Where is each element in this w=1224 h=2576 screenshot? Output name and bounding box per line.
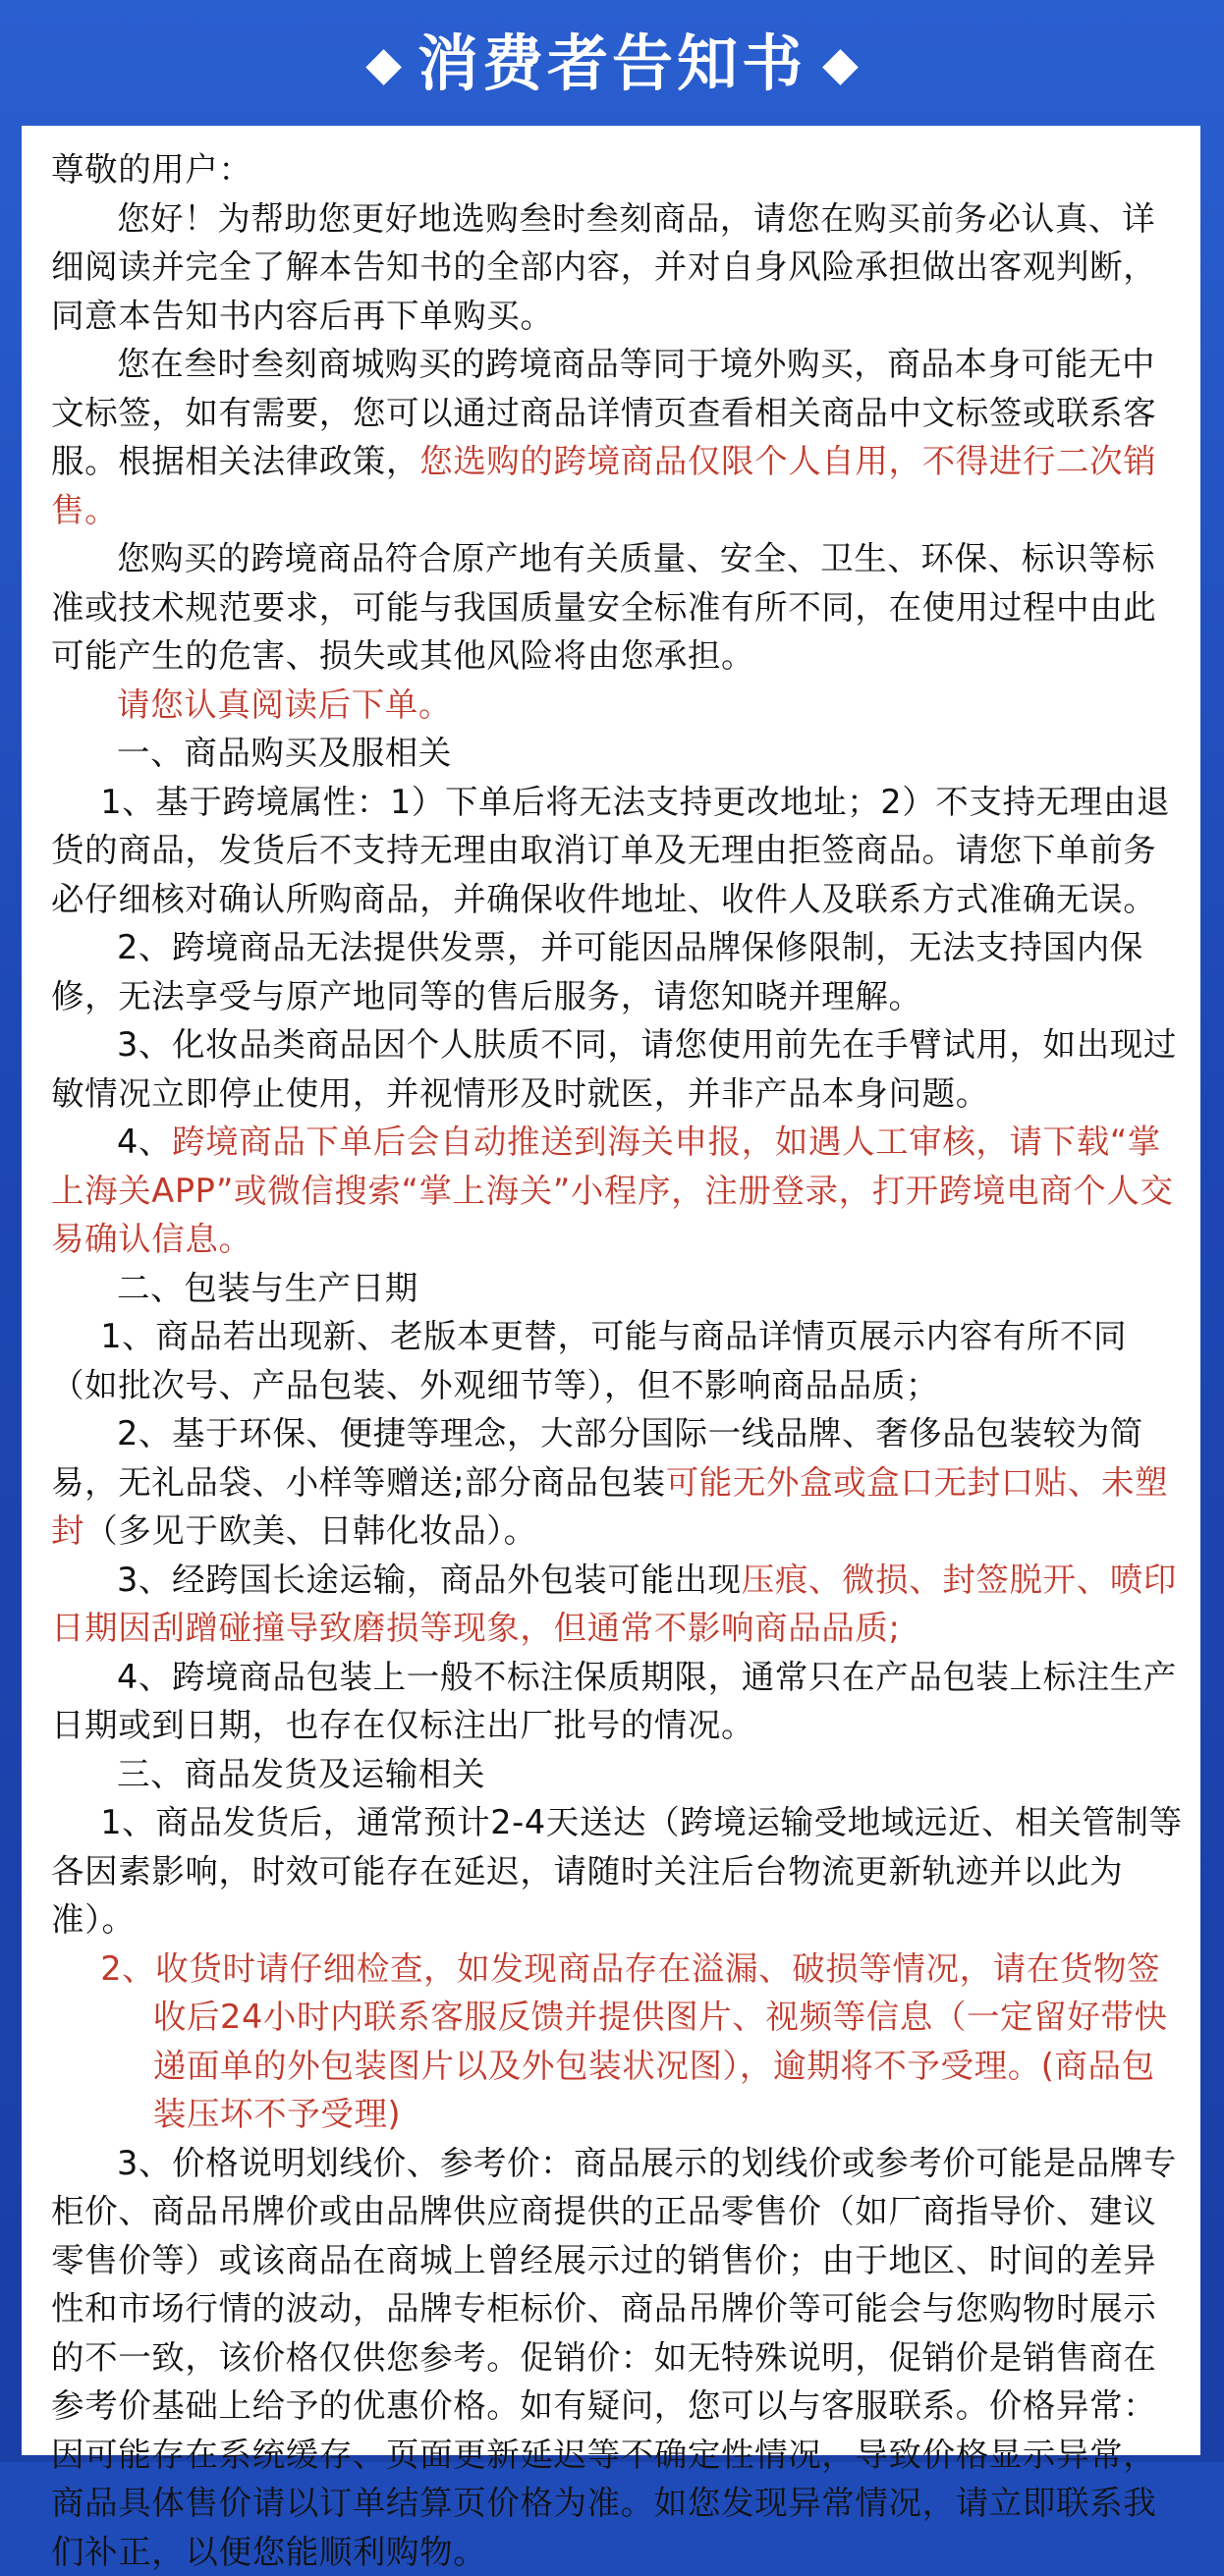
section-1-item-2: 2、跨境商品无法提供发票，并可能因品牌保修限制，无法支持国内保修，无法享受与原产地同等的售后服务，请您知晓并理解。 bbox=[51, 923, 1187, 1020]
section-2-item-4: 4、跨境商品包装上一般不标注保质期限，通常只在产品包装上标注生产日期或到日期，也存在仅标注出厂批号的情况。 bbox=[51, 1653, 1187, 1750]
notice-panel bbox=[22, 126, 1200, 2455]
customs-notice: 跨境商品下单后会自动推送到海关申报，如遇人工审核，请下载“掌上海关APP”或微信搜索“掌上海关”小程序，注册登录，打开跨境电商个人交易确认信息。 bbox=[51, 1123, 1174, 1258]
intro-paragraph: 您好！为帮助您更好地选购叁时叁刻商品，请您在购买前务必认真、详细阅读并完全了解本告知书的全部内容，并对自身风险承担做出客观判断，同意本告知书内容后再下单购买。 bbox=[51, 194, 1187, 341]
header bbox=[0, 0, 1224, 128]
section-1-item-1: 1、基于跨境属性：1）下单后将无法支持更改地址；2）不支持无理由退货的商品，发货后不支持无理由取消订单及无理由拒签商品。请您下单前务必仔细核对确认所购商品，并确保收件地址、收件人及联系方式准确无误。 bbox=[51, 778, 1187, 924]
greeting: 尊敬的用户： bbox=[51, 145, 1187, 194]
diamond-icon: ◆ bbox=[822, 40, 859, 87]
standards-paragraph: 您购买的跨境商品符合原产地有关质量、安全、卫生、环保、标识等标准或技术规范要求，可能与我国质量安全标准有所不同，在使用过程中由此可能产生的危害、损失或其他风险将由您承担。 bbox=[51, 534, 1187, 681]
section-2-item-2 bbox=[51, 1409, 1187, 1556]
section-2-item-3 bbox=[51, 1556, 1187, 1653]
section-1-item-3: 3、化妆品类商品因个人肤质不同，请您使用前先在手臂试用，如出现过敏情况立即停止使用，并视情形及时就医，并非产品本身问题。 bbox=[51, 1020, 1187, 1118]
section-2-title: 二、包装与生产日期 bbox=[51, 1264, 1187, 1313]
section-3-item-1: 1、商品发货后，通常预计2-4天送达（跨境运输受地域远近、相关管制等各因素影响，时效可能存在延迟，请随时关注后台物流更新轨迹并以此为准）。 bbox=[51, 1798, 1187, 1945]
page-title: 消费者告知书 bbox=[417, 33, 807, 94]
cross-border-paragraph bbox=[51, 340, 1187, 534]
section-1-item-4-number: 4、 bbox=[117, 1123, 172, 1161]
section-1-item-4 bbox=[51, 1118, 1187, 1264]
packaging-text: 2、基于环保、便捷等理念，大部分国际一线品牌、奢侈品包装较为简易，无礼品袋、小样等赠送;部分商品包装 bbox=[51, 1414, 1143, 1502]
section-1-title: 一、商品购买及服相关 bbox=[51, 729, 1187, 778]
packaging-warning: 可能无外盒或盒口无封口贴、未塑封 bbox=[51, 1463, 1168, 1551]
section-3-title: 三、商品发货及运输相关 bbox=[51, 1750, 1187, 1799]
personal-use-warning: 您选购的跨境商品仅限个人自用，不得进行二次销售。 bbox=[51, 442, 1156, 529]
transport-warning: 压痕、微损、封签脱开、喷印日期因刮蹭碰撞导致磨损等现象，但通常不影响商品品质; bbox=[51, 1561, 1177, 1648]
section-2-item-1: 1、商品若出现新、老版本更替，可能与商品详情页展示内容有所不同（如批次号、产品包装、外观细节等），但不影响商品品质； bbox=[51, 1312, 1187, 1409]
cross-border-text: 您在叁时叁刻商城购买的跨境商品等同于境外购买，商品本身可能无中文标签，如有需要，您可以通过商品详情页查看相关商品中文标签或联系客服。根据相关法律政策， bbox=[51, 345, 1156, 480]
packaging-note: （多见于欧美、日韩化妆品）。 bbox=[84, 1511, 537, 1550]
section-3-item-2: 2、收货时请仔细检查，如发现商品存在溢漏、破损等情况，请在货物签收后24小时内联系客服反馈并提供图片、视频等信息（一定留好带快递面单的外包装图片以及外包装状况图），逾期将不予受理。(商品包装压坏不予受理) bbox=[51, 1945, 1187, 2139]
transport-text: 3、经跨国长途运输，商品外包装可能出现 bbox=[117, 1561, 742, 1599]
diamond-icon: ◆ bbox=[365, 40, 402, 87]
read-reminder: 请您认真阅读后下单。 bbox=[51, 681, 1187, 730]
section-3-item-3: 3、价格说明划线价、参考价：商品展示的划线价或参考价可能是品牌专柜价、商品吊牌价或由品牌供应商提供的正品零售价（如厂商指导价、建议零售价等）或该商品在商城上曾经展示过的销售价；由于地区、时间的差异性和市场行情的波动，品牌专柜标价、商品吊牌价等可能会与您购物时展示的不一致，该价格仅供您参考。促销价：如无特殊说明，促销价是销售商在参考价基础上给予的优惠价格。如有疑问，您可以与客服联系。价格异常：因可能存在系统缓存、页面更新延迟等不确定性情况，导致价格显示异常，商品具体售价请以订单结算页价格为准。如您发现异常情况，请立即联系我们补正，以便您能顺利购物。 bbox=[51, 2139, 1187, 2576]
